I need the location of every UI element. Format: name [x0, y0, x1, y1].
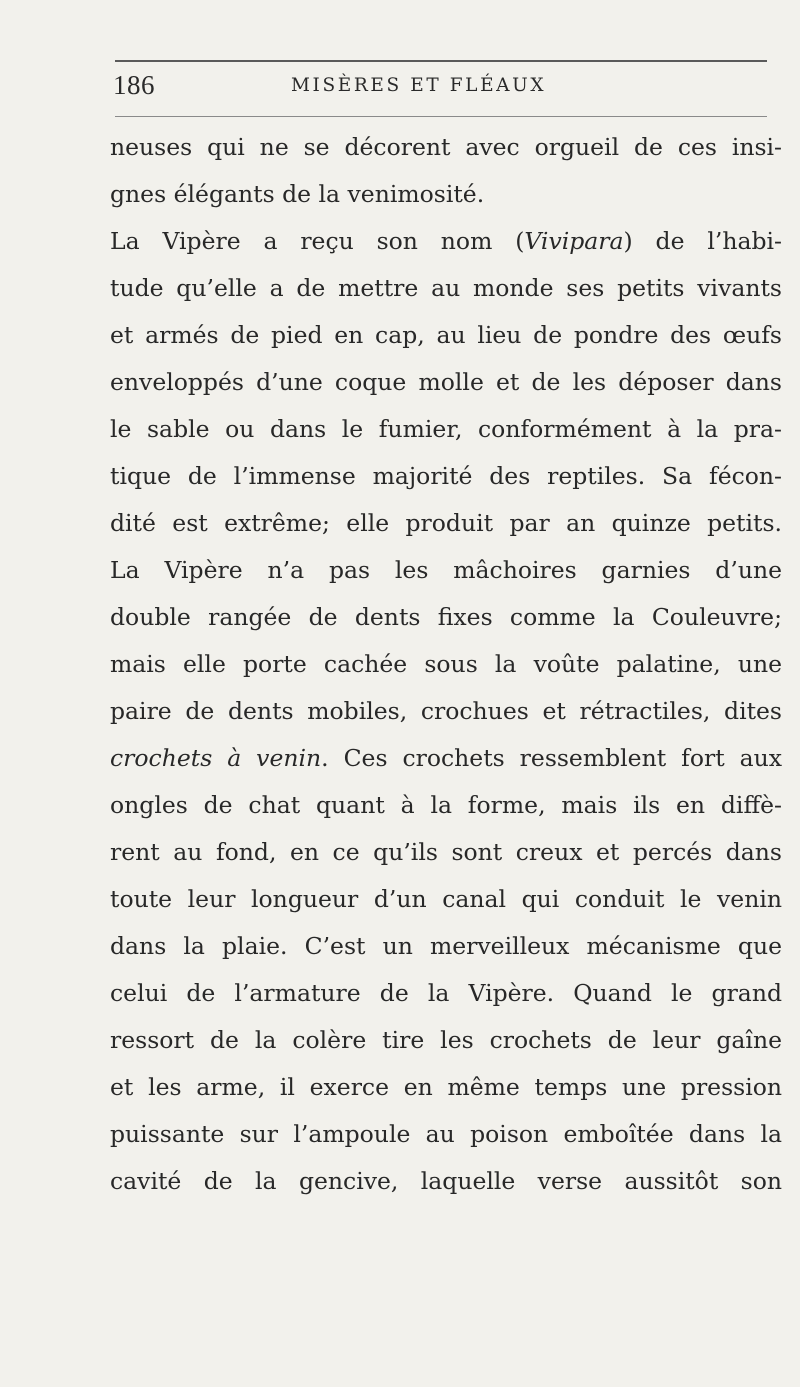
text-line: La Vipère a reçu son nom (Vivipara) de l’habi-: [110, 227, 782, 255]
top-rule: [115, 60, 767, 62]
text-line: celui de l’armature de la Vipère. Quand le grand: [110, 979, 782, 1007]
text-line: dans la plaie. C’est un merveilleux mécanisme que: [110, 932, 782, 960]
text-line: cavité de la gencive, laquelle verse aussitôt son: [110, 1167, 782, 1195]
text-line: gnes élégants de la venimosité.: [110, 180, 485, 208]
text-line: La Vipère n’a pas les mâchoires garnies d’une: [110, 556, 782, 584]
text-line: enveloppés d’une coque molle et de les déposer dans: [110, 368, 782, 396]
text-line: dité est extrême; elle produit par an quinze petits.: [110, 509, 782, 537]
text-line: rent au fond, en ce qu’ils sont creux et percés dans: [110, 838, 782, 866]
text-line: neuses qui ne se décorent avec orgueil de ces insi-: [110, 133, 782, 161]
page-number: 186: [113, 70, 155, 100]
text-line: tude qu’elle a de mettre au monde ses petits vivants: [110, 274, 782, 302]
text-line: et les arme, il exerce en même temps une pression: [110, 1073, 782, 1101]
text-line: tique de l’immense majorité des reptiles. Sa fécon-: [110, 462, 782, 490]
page-header: [113, 70, 769, 110]
text-line: ongles de chat quant à la forme, mais ils en diffè-: [110, 791, 782, 819]
text-line: puissante sur l’ampoule au poison emboîtée dans la: [110, 1120, 782, 1148]
text-line: ressort de la colère tire les crochets de leur gaîne: [110, 1026, 782, 1054]
text-line: et armés de pied en cap, au lieu de pondre des œufs: [110, 321, 782, 349]
italic-term: Vivipara: [524, 227, 624, 255]
running-title: MISÈRES ET FLÉAUX: [291, 75, 547, 96]
text-line: paire de dents mobiles, crochues et rétractiles, dites: [110, 697, 782, 725]
italic-term: crochets à venin: [110, 744, 322, 772]
text-line: toute leur longueur d’un canal qui conduit le venin: [110, 885, 782, 913]
header-rule: [115, 116, 767, 117]
text-line: crochets à venin. Ces crochets ressemblent fort aux: [110, 744, 782, 772]
text-line: mais elle porte cachée sous la voûte palatine, une: [110, 650, 782, 678]
text-line: double rangée de dents fixes comme la Couleuvre;: [110, 603, 782, 631]
body-text: [110, 124, 782, 1205]
text-line: le sable ou dans le fumier, conformément à la pra-: [110, 415, 782, 443]
